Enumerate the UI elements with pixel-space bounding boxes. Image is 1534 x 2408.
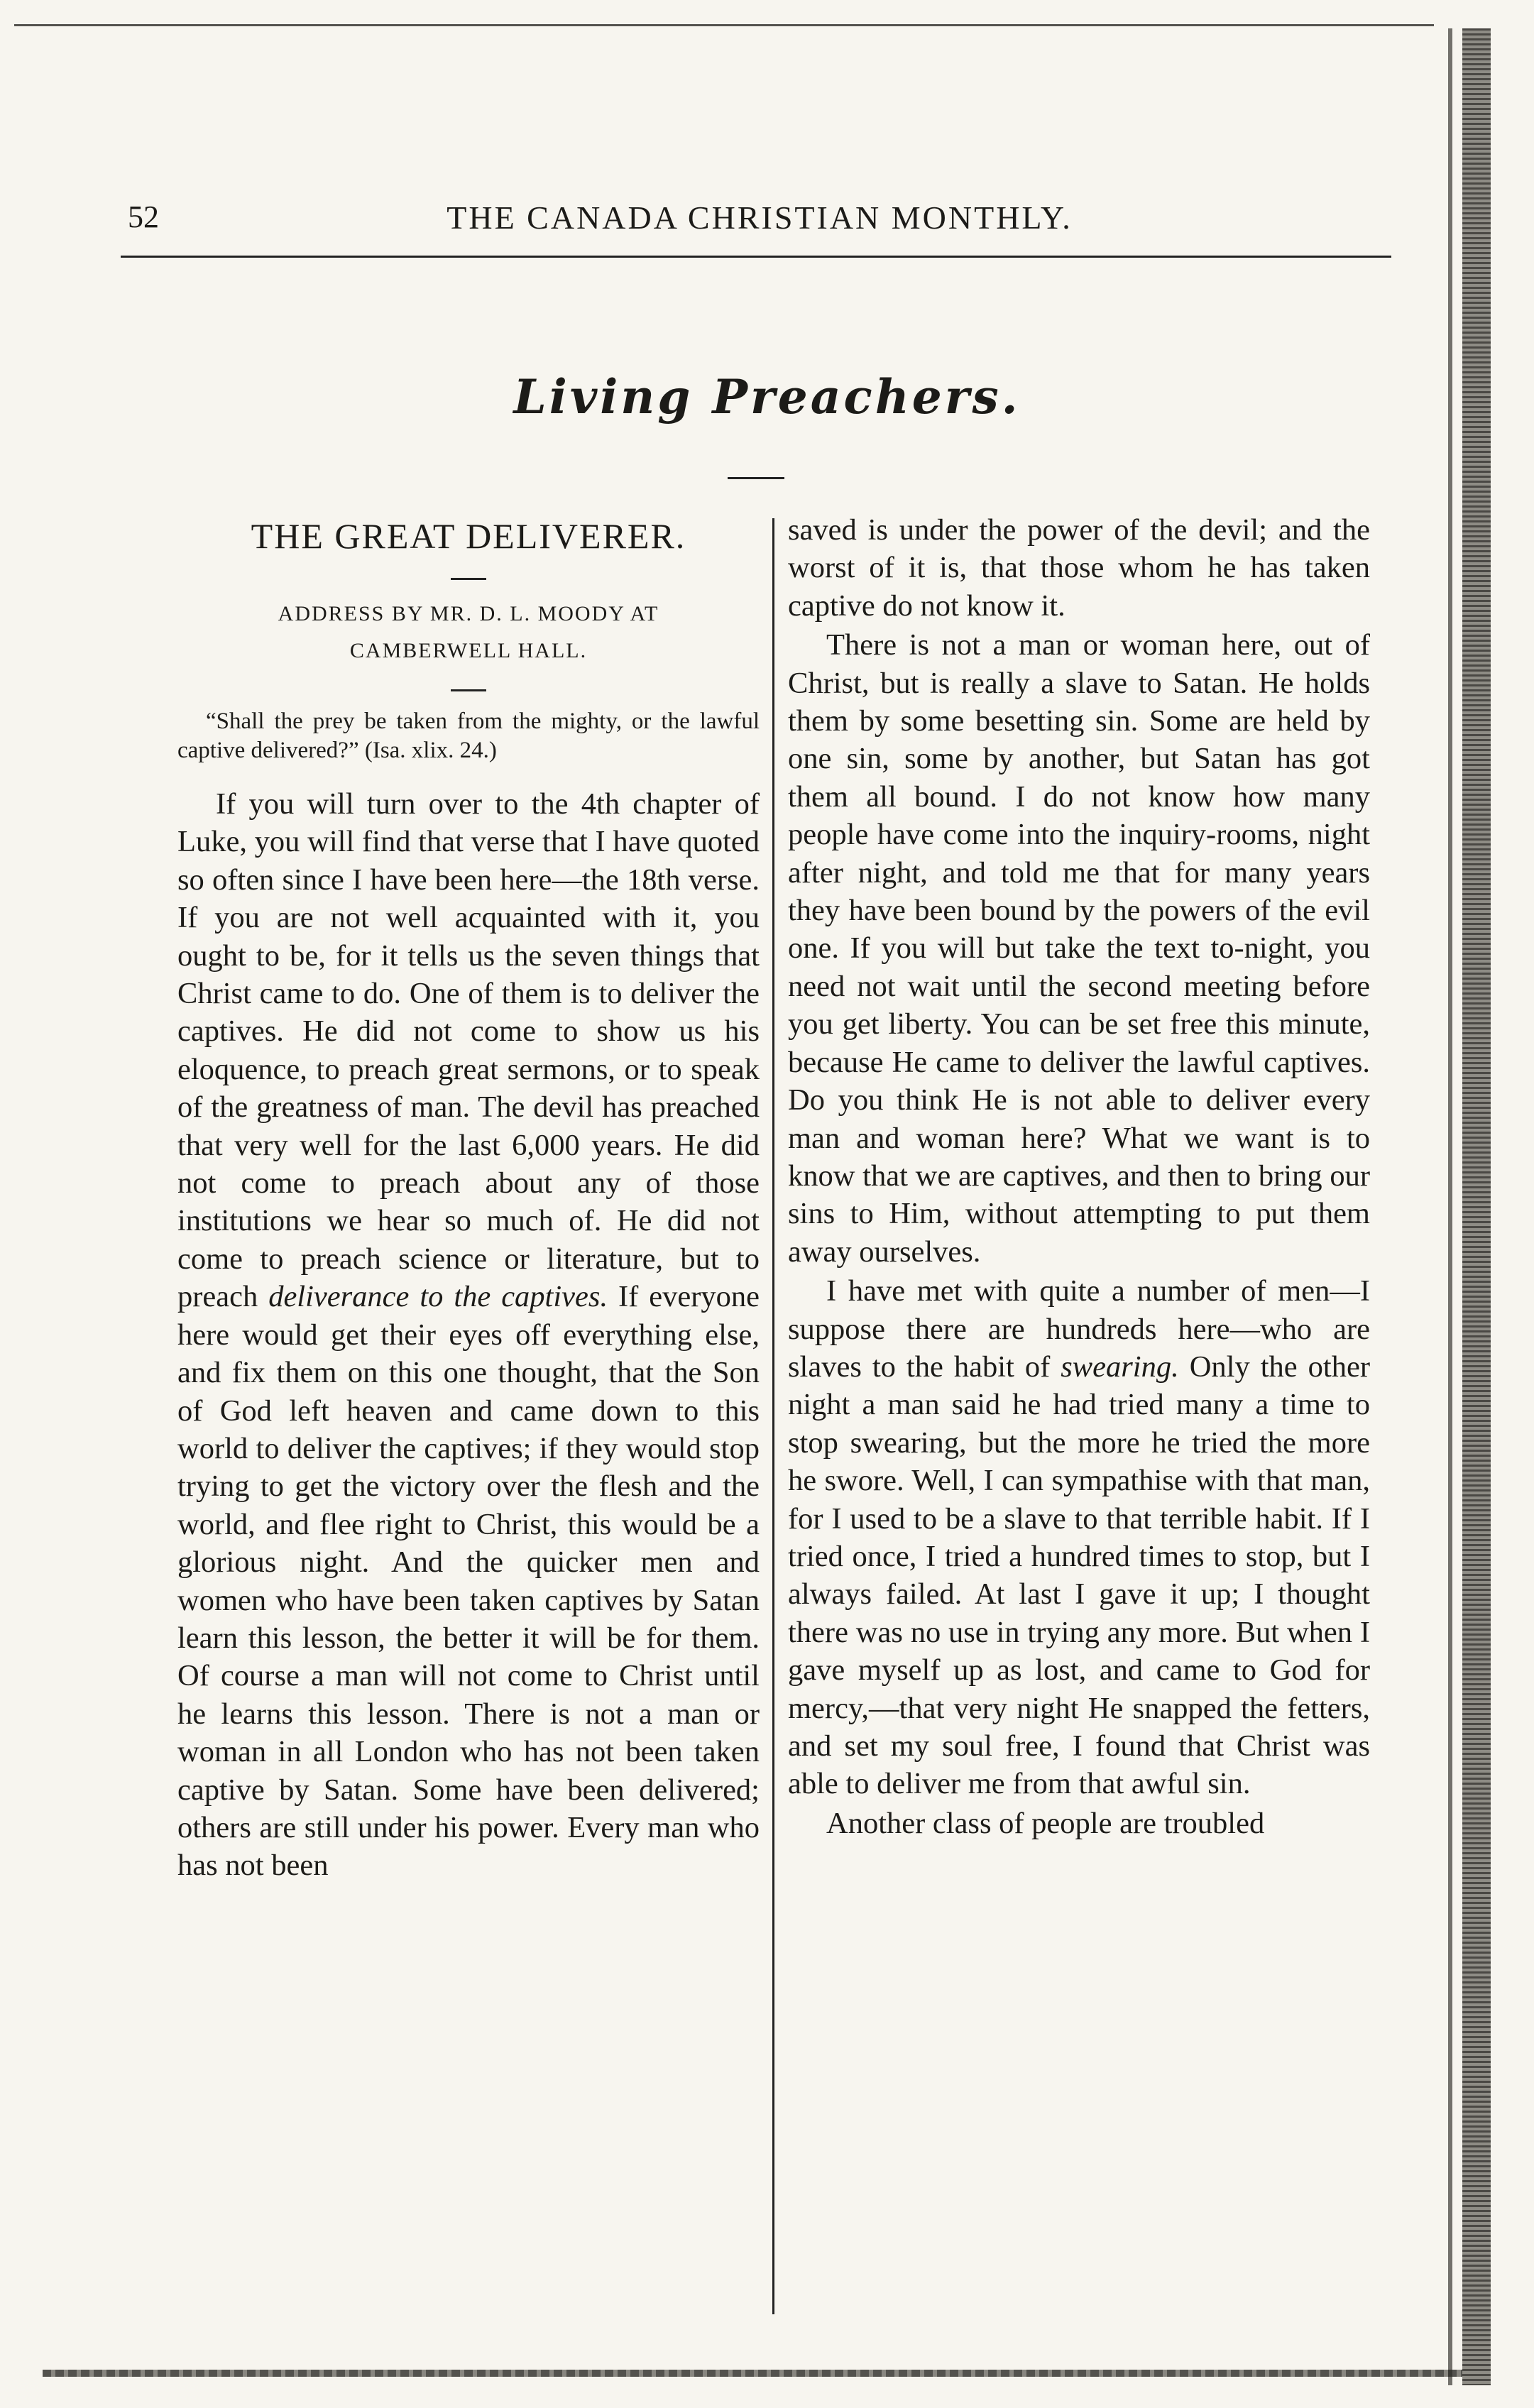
text-run: If you will turn over to the 4th chapter of Luke, you will find that verse that I have quoted so often since I have been here—the 18th verse. If you are not well acquainted with it, you ought to be, for it tells us the seven things that Christ came to do. One of them is to deliver the captives. He did not come to show us his eloquence, to preach great sermons, or to speak of the greatness of man. The devil has preached that very well for the last 6,000 years. He did not come to preach about any of those institutions we hear so much of. He did not come to preach science or literature, but to preach (177, 787, 760, 1314)
bottom-border-rule (43, 2370, 1462, 2377)
left-column (177, 511, 760, 1885)
byline-divider (451, 689, 486, 691)
byline-line-1: ADDRESS BY MR. D. L. MOODY AT (278, 602, 659, 625)
right-paragraph-4: Another class of people are troubled (826, 1806, 1265, 1840)
top-border-rule (14, 24, 1434, 26)
byline (177, 596, 760, 669)
binding-edge (1462, 28, 1491, 2385)
section-divider (728, 477, 784, 479)
page-number: 52 (128, 199, 159, 234)
italic-phrase: deliverance to the captives. (268, 1280, 608, 1314)
binding-edge-line (1448, 28, 1452, 2385)
text-run: If everyone here would get their eyes off everything else, and fix them on this one thought, that the Son of God left heaven and came down to this world to deliver the captives; if they would stop trying to get the victory over the flesh and the world, and flee right to Christ, this would be a glorious night. And the quicker men and women who have been taken captives by Satan learn this lesson, the better it will be for them. Of course a man will not come to Christ until he learns this lesson. There is not a man or woman in all London who has not been taken captive by Satan. Some have been delivered; others are still under his power. Every man who has not been (177, 1280, 760, 1883)
right-paragraph-3 (788, 1272, 1370, 1803)
column-divider (772, 518, 774, 2314)
right-paragraph-1: saved is under the power of the devil; and the worst of it is, that those whom he has taken captive do not know it. (788, 513, 1370, 623)
italic-word: swearing. (1061, 1350, 1179, 1384)
article-title: THE GREAT DELIVERER. (251, 516, 686, 556)
section-heading: Living Preachers. (513, 369, 1021, 425)
right-paragraph-2: There is not a man or woman here, out of Christ, but is really a slave to Satan. He holds them by some besetting sin. Some are held by one sin, some by another, but Satan has got them all bound. I do not know how many people have come into the inquiry-rooms, night after night, and told me that for many years they have been bound by the powers of the evil one. If you will but take the text to-night, you need not wait until the second meeting before you get liberty. You can be set free this minute, because He came to deliver the lawful captives. Do you think He is not able to deliver every man and woman here? What we want is to know that we are captives, and then to bring our sins to Him, without attempting to put them away ourselves. (788, 628, 1370, 1269)
left-paragraph-1 (177, 785, 760, 1885)
text-run: I have met with quite a number of men—I suppose there are hundreds here—who are slaves to the habit of (788, 1274, 1370, 1384)
title-divider (451, 578, 486, 580)
header-rule (121, 256, 1391, 258)
byline-line-2: CAMBERWELL HALL. (349, 639, 588, 662)
epigraph: “Shall the prey be taken from the mighty, or the lawful captive delivered?” (Isa. xlix. 24.) (177, 708, 760, 763)
text-run: Only the other night a man said he had tried many a time to stop swearing, but the more he tried the more he swore. Well, I can sympathise with that man, for I used to be a slave to that terrible habit. If I tried once, I tried a hundred times to stop, but I always failed. At last I gave it up; I thought there was no use in trying any more. But when I gave myself up as lost, and came to God for mercy,—that very night He snapped the fetters, and set my soul free, I found that Christ was able to deliver me from that awful sin. (788, 1350, 1370, 1801)
right-column (788, 511, 1370, 1842)
running-head (121, 199, 1398, 248)
journal-title: THE CANADA CHRISTIAN MONTHLY. (446, 199, 1073, 236)
